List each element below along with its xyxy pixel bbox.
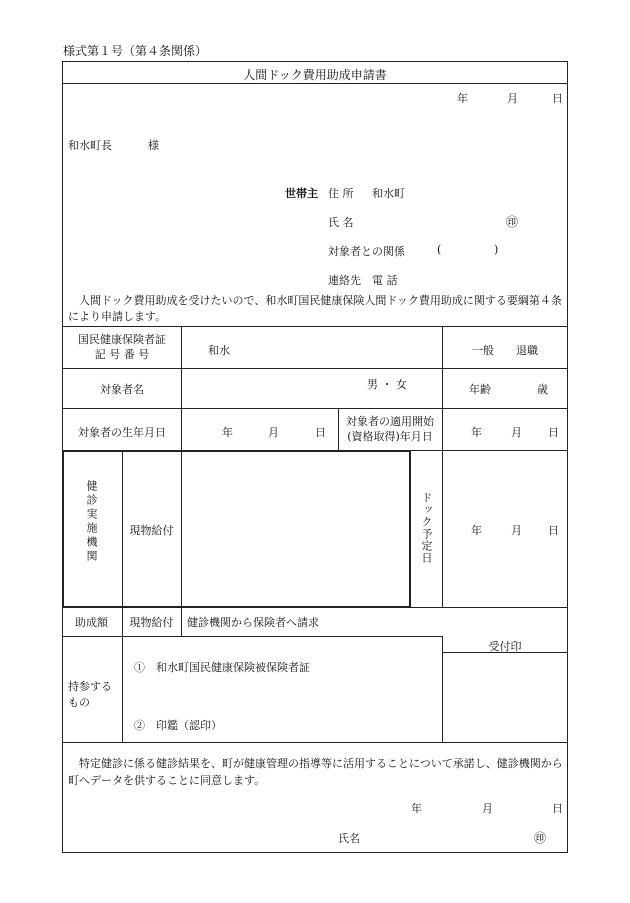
bring-item-2: ② 印鑑（認印） (134, 719, 222, 732)
row2-bottom (62, 408, 568, 409)
dock-month: 月 (511, 524, 522, 537)
insurance-value: 和水 (208, 344, 230, 357)
name-label: 氏 名 (328, 216, 354, 229)
apply-day: 日 (548, 426, 559, 439)
insurance-label-line1: 国民健康保険者証 (78, 333, 166, 346)
apply-year: 年 (471, 426, 482, 439)
subject-name-label: 対象者名 (100, 383, 144, 396)
receipt-header-line (442, 652, 568, 653)
apply-start-label (338, 414, 442, 444)
relation-open: ( (437, 243, 442, 256)
dock-day: 日 (548, 524, 559, 537)
date-bottom-year: 年 (411, 802, 422, 815)
date-top-month: 月 (507, 92, 518, 105)
subsidy-benefit: 現物給付 (129, 616, 174, 629)
col-line-d (338, 408, 339, 450)
head-of-household-label: 世帯主 (285, 187, 318, 200)
address-label: 住 所 (328, 187, 354, 200)
date-bottom-day: 日 (552, 802, 563, 815)
relation-label: 対象者との関係 (328, 245, 405, 258)
insurance-label (62, 332, 182, 362)
form-title: 人間ドック費用助成申請書 (243, 68, 387, 82)
table-top-line (62, 326, 568, 327)
col-line-i (122, 608, 123, 636)
contact-label: 連絡先 (328, 274, 361, 287)
institution-label: 健診実施機関 (85, 480, 98, 564)
col-line-g (181, 450, 182, 608)
bring-item-1: ① 和水町国民健康保険被保険者証 (134, 661, 310, 674)
sign-seal: ㊞ (534, 831, 547, 845)
date-bottom-month: 月 (482, 802, 493, 815)
apply-month: 月 (511, 426, 522, 439)
insurance-label-line2: 記 号 番 号 (94, 348, 150, 361)
receipt-stamp-label: 受付印 (488, 640, 522, 653)
row1-bottom (62, 368, 568, 369)
date-top-day: 日 (552, 92, 563, 105)
bring-label-line1: 持参する (68, 680, 112, 693)
bring-label-line2: もの (68, 696, 90, 709)
sign-name-label: 氏名 (338, 832, 360, 845)
row5-bottom (62, 636, 442, 637)
gender-select: 男 ・ 女 (367, 378, 407, 391)
relation-close: ) (494, 243, 499, 256)
col-line-j (181, 608, 182, 636)
apply-start-label-line2: (資格取得)年月日 (347, 430, 433, 443)
benefit-label: 現物給付 (129, 524, 174, 537)
subsidy-label: 助成額 (75, 616, 108, 629)
dock-year: 年 (471, 524, 482, 537)
consent-text: 特定健診に係る健診結果を、町が健康管理の指導等に活用することについて承諾し、健診機関から町へデータを供することに同意します。 (68, 757, 563, 787)
addressee-name: 和水町長 (68, 139, 112, 152)
col-line-f (122, 450, 123, 608)
birth-label: 対象者の生年月日 (78, 426, 166, 439)
row4-bottom-right (411, 607, 568, 608)
subsidy-text: 健診機関から保険者へ請求 (187, 616, 319, 629)
title-divider (62, 83, 568, 84)
col-line-k (442, 636, 443, 742)
col-line-a (181, 326, 182, 408)
address-value: 和水町 (372, 187, 405, 200)
apply-start-label-line1: 対象者の適用開始 (346, 415, 434, 428)
insurance-category: 一般 退職 (472, 344, 538, 357)
addressee-honorific: 様 (148, 139, 159, 152)
dock-date-label: ドック予定日 (420, 492, 433, 564)
date-top-year: 年 (457, 92, 468, 105)
age-label: 年齢 (469, 383, 491, 396)
table-bottom-line (62, 742, 568, 743)
form-label: 様式第１号（第４条関係） (63, 44, 208, 58)
birth-day: 日 (315, 426, 326, 439)
col-line-b (442, 326, 443, 408)
institution-thick-frame (62, 450, 411, 608)
col-line-e (442, 408, 443, 450)
applicant-seal: ㊞ (506, 215, 519, 229)
col-line-h (442, 450, 443, 608)
intro-text: 人間ドック費用助成を受けたいので、和水町国民健康保険人間ドック費用助成に関する要綱第４条により申請します。 (68, 294, 562, 323)
phone-label: 電 話 (372, 274, 398, 287)
birth-month: 月 (268, 426, 279, 439)
col-line-c (181, 408, 182, 450)
birth-year: 年 (222, 426, 233, 439)
bring-label (68, 679, 112, 711)
col-line-l (122, 636, 123, 742)
age-unit: 歳 (537, 383, 548, 396)
